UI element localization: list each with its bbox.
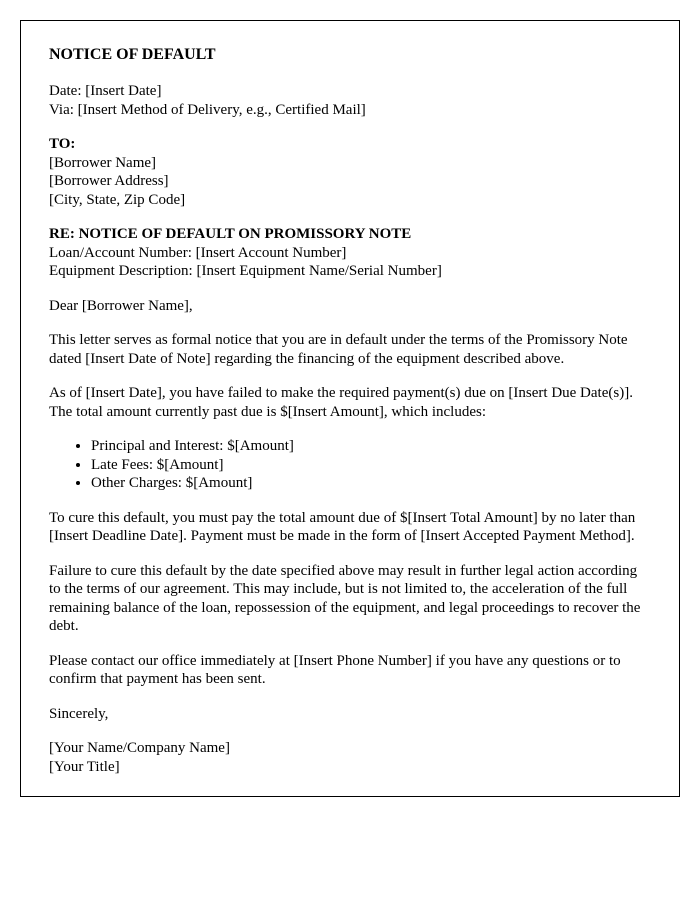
to-label: TO: bbox=[49, 136, 76, 152]
paragraph-amount-due: As of [Insert Date], you have failed to make the required payment(s) due on [Insert Due Date(s)]. The total amount currently past due is $[Insert Amount], which includes: bbox=[49, 385, 633, 420]
letter-title: NOTICE OF DEFAULT bbox=[49, 46, 216, 63]
charges-list bbox=[49, 437, 651, 493]
closing: Sincerely, bbox=[49, 705, 109, 722]
re-line: RE: NOTICE OF DEFAULT ON PROMISSORY NOTE bbox=[49, 226, 412, 242]
recipient-block bbox=[49, 135, 651, 209]
charge-item-late-fees: • Late Fees: $[Amount] bbox=[91, 456, 651, 475]
paragraph-contact: Please contact our office immediately at [Insert Phone Number] if you have any questions or to confirm that payment has been sent. bbox=[49, 652, 621, 687]
paragraph-failure-consequences: Failure to cure this default by the date specified above may result in further legal action according to the terms of our agreement. This may include, but is not limited to, the acceleration of the full remaining balance of the loan, repossession of the equipment, and legal proceedings to recover the debt. bbox=[49, 562, 641, 634]
paragraph-default-notice: This letter serves as formal notice that you are in default under the terms of the Promissory Note dated [Insert Date of Note] regarding the financing of the equipment described above. bbox=[49, 332, 628, 367]
letter-page bbox=[20, 20, 680, 797]
subject-block bbox=[49, 225, 651, 281]
city-state-zip-line: [City, State, Zip Code] bbox=[49, 191, 186, 208]
signature-title-line: [Your Title] bbox=[49, 758, 120, 775]
charge-item-principal-interest: • Principal and Interest: $[Amount] bbox=[91, 437, 651, 456]
delivery-block bbox=[49, 82, 651, 119]
loan-account-line: Loan/Account Number: [Insert Account Number] bbox=[49, 244, 347, 261]
date-line: Date: [Insert Date] bbox=[49, 83, 162, 99]
signature-block bbox=[49, 739, 651, 776]
borrower-name-line: [Borrower Name] bbox=[49, 154, 157, 171]
via-line: Via: [Insert Method of Delivery, e.g., Certified Mail] bbox=[49, 101, 366, 118]
paragraph-cure: To cure this default, you must pay the total amount due of $[Insert Total Amount] by no later than [Insert Deadline Date]. Payment must be made in the form of [Insert Accepted Payment Method]. bbox=[49, 509, 636, 544]
signature-name-line: [Your Name/Company Name] bbox=[49, 740, 230, 756]
borrower-address-line: [Borrower Address] bbox=[49, 173, 169, 189]
equipment-description-line: Equipment Description: [Insert Equipment Name/Serial Number] bbox=[49, 263, 442, 279]
salutation: Dear [Borrower Name], bbox=[49, 297, 193, 314]
charge-item-other-charges: • Other Charges: $[Amount] bbox=[91, 474, 651, 493]
